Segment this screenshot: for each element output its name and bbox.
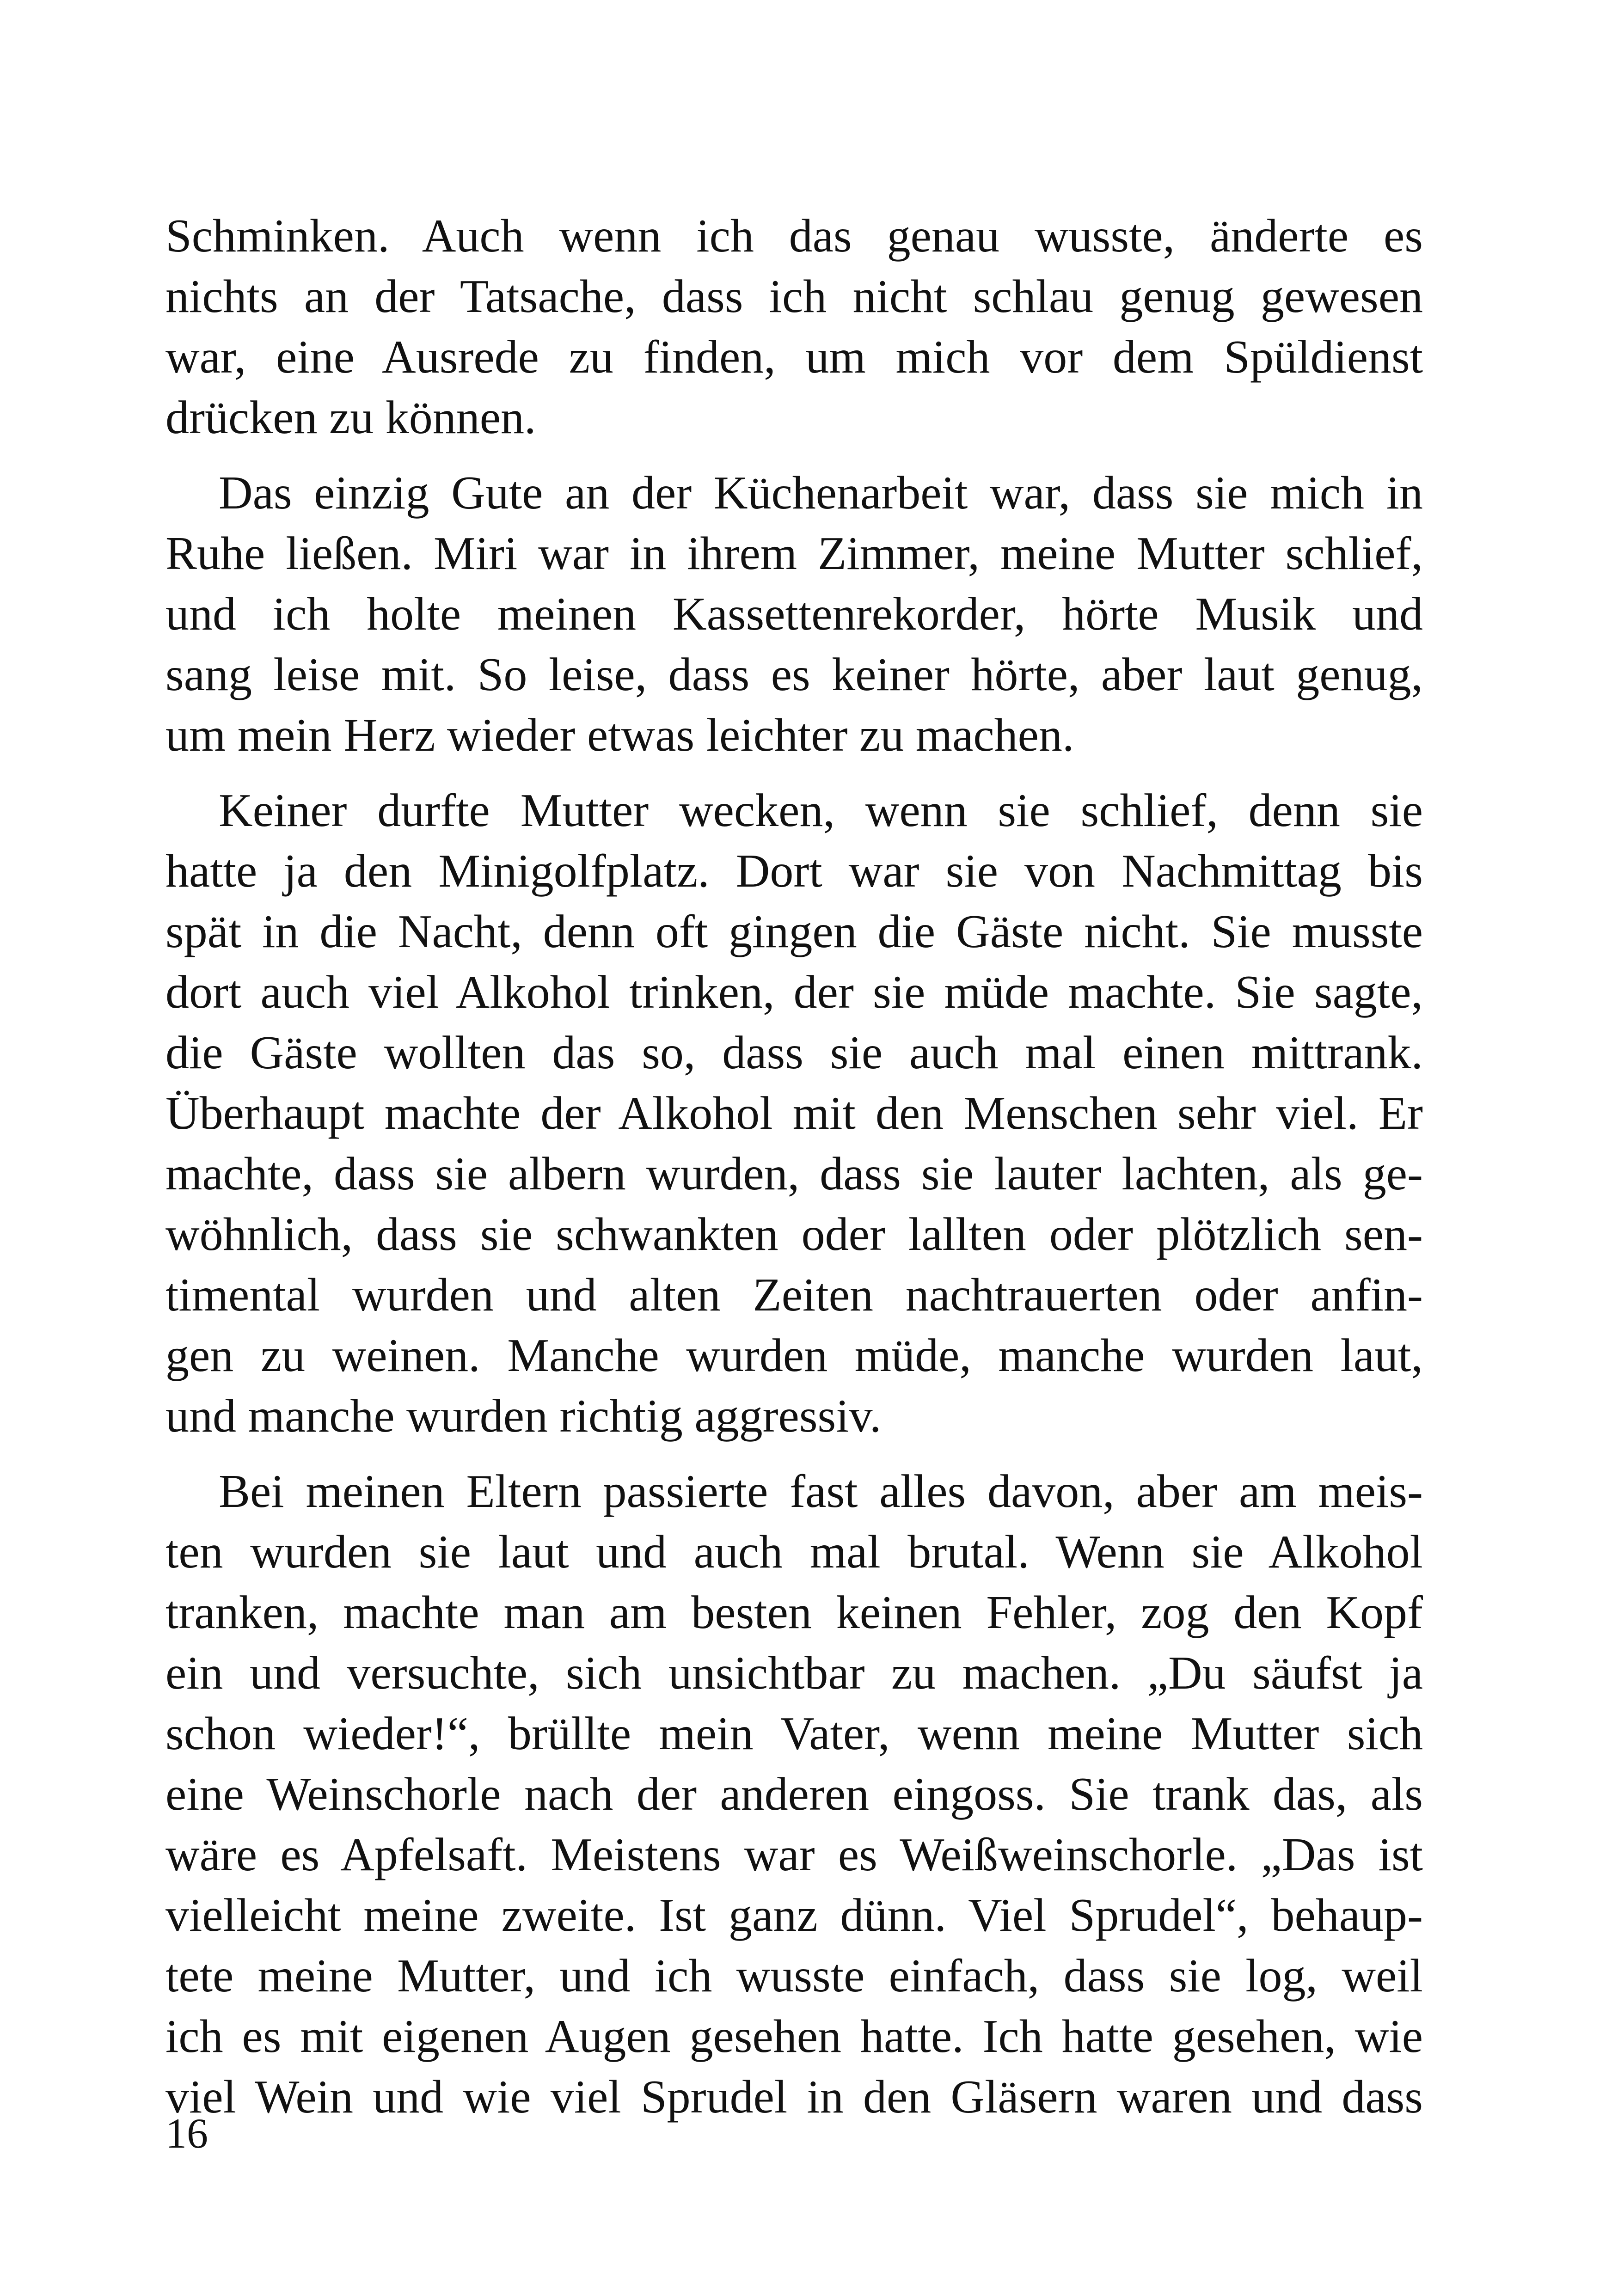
- paragraph: [165, 1461, 1423, 2127]
- text-line: nichts an der Tatsache, dass ich nicht schlau genug gewesen: [165, 270, 1423, 323]
- text-line: wäre es Apfelsaft. Meistens war es Weißweinschorle. „Das ist: [165, 1829, 1423, 1881]
- text-line: tranken, machte man am besten keinen Fehler, zog den Kopf: [165, 1586, 1423, 1639]
- text-line: tete meine Mutter, und ich wusste einfach, dass sie log, weil: [165, 1950, 1423, 2002]
- text-line: Keiner durfte Mutter wecken, wenn sie schlief, denn sie: [219, 784, 1423, 837]
- text-line: viel Wein und wie viel Sprudel in den Gläsern waren und dass: [165, 2071, 1423, 2123]
- text-line: wöhnlich, dass sie schwankten oder lallten oder plötzlich sen-: [165, 1208, 1423, 1261]
- text-line: timental wurden und alten Zeiten nachtrauerten oder anfin-: [165, 1269, 1423, 1321]
- text-line: war, eine Ausrede zu finden, um mich vor dem Spüldienst: [165, 331, 1423, 383]
- paragraph: [165, 206, 1423, 448]
- text-line: um mein Herz wieder etwas leichter zu machen.: [165, 709, 1074, 761]
- text-line: sang leise mit. So leise, dass es keiner hörte, aber laut genug,: [165, 649, 1423, 701]
- text-line: drücken zu können.: [165, 392, 536, 444]
- text-line: ten wurden sie laut und auch mal brutal. Wenn sie Alkohol: [165, 1526, 1423, 1578]
- text-line: machte, dass sie albern wurden, dass sie lauter lachten, als ge-: [165, 1148, 1423, 1200]
- text-line: vielleicht meine zweite. Ist ganz dünn. Viel Sprudel“, behaup-: [165, 1889, 1423, 1941]
- page-number: 16: [165, 2110, 208, 2157]
- text-line: schon wieder!“, brüllte mein Vater, wenn meine Mutter sich: [165, 1708, 1423, 1760]
- text-line: dort auch viel Alkohol trinken, der sie müde machte. Sie sagte,: [165, 966, 1423, 1018]
- paragraph: [165, 780, 1423, 1446]
- text-line: Schminken. Auch wenn ich das genau wusste, änderte es: [165, 210, 1423, 262]
- text-line: Überhaupt machte der Alkohol mit den Menschen sehr viel. Er: [165, 1087, 1423, 1139]
- body-text: [165, 206, 1423, 2142]
- text-line: Ruhe ließen. Miri war in ihrem Zimmer, meine Mutter schlief,: [165, 527, 1423, 580]
- text-line: spät in die Nacht, denn oft gingen die Gäste nicht. Sie musste: [165, 906, 1423, 958]
- text-line: die Gäste wollten das so, dass sie auch mal einen mittrank.: [165, 1027, 1423, 1079]
- text-line: gen zu weinen. Manche wurden müde, manche wurden laut,: [165, 1329, 1423, 1382]
- text-line: Bei meinen Eltern passierte fast alles davon, aber am meis-: [219, 1465, 1423, 1518]
- paragraph: [165, 463, 1423, 765]
- text-line: eine Weinschorle nach der anderen eingoss. Sie trank das, als: [165, 1768, 1423, 1820]
- text-line: ich es mit eigenen Augen gesehen hatte. Ich hatte gesehen, wie: [165, 2010, 1423, 2063]
- text-line: ein und versuchte, sich unsichtbar zu machen. „Du säufst ja: [165, 1647, 1423, 1699]
- text-line: hatte ja den Minigolfplatz. Dort war sie von Nachmittag bis: [165, 845, 1423, 897]
- text-line: und ich holte meinen Kassettenrekorder, hörte Musik und: [165, 588, 1423, 640]
- text-line: und manche wurden richtig aggressiv.: [165, 1390, 882, 1442]
- text-line: Das einzig Gute an der Küchenarbeit war, dass sie mich in: [219, 467, 1423, 519]
